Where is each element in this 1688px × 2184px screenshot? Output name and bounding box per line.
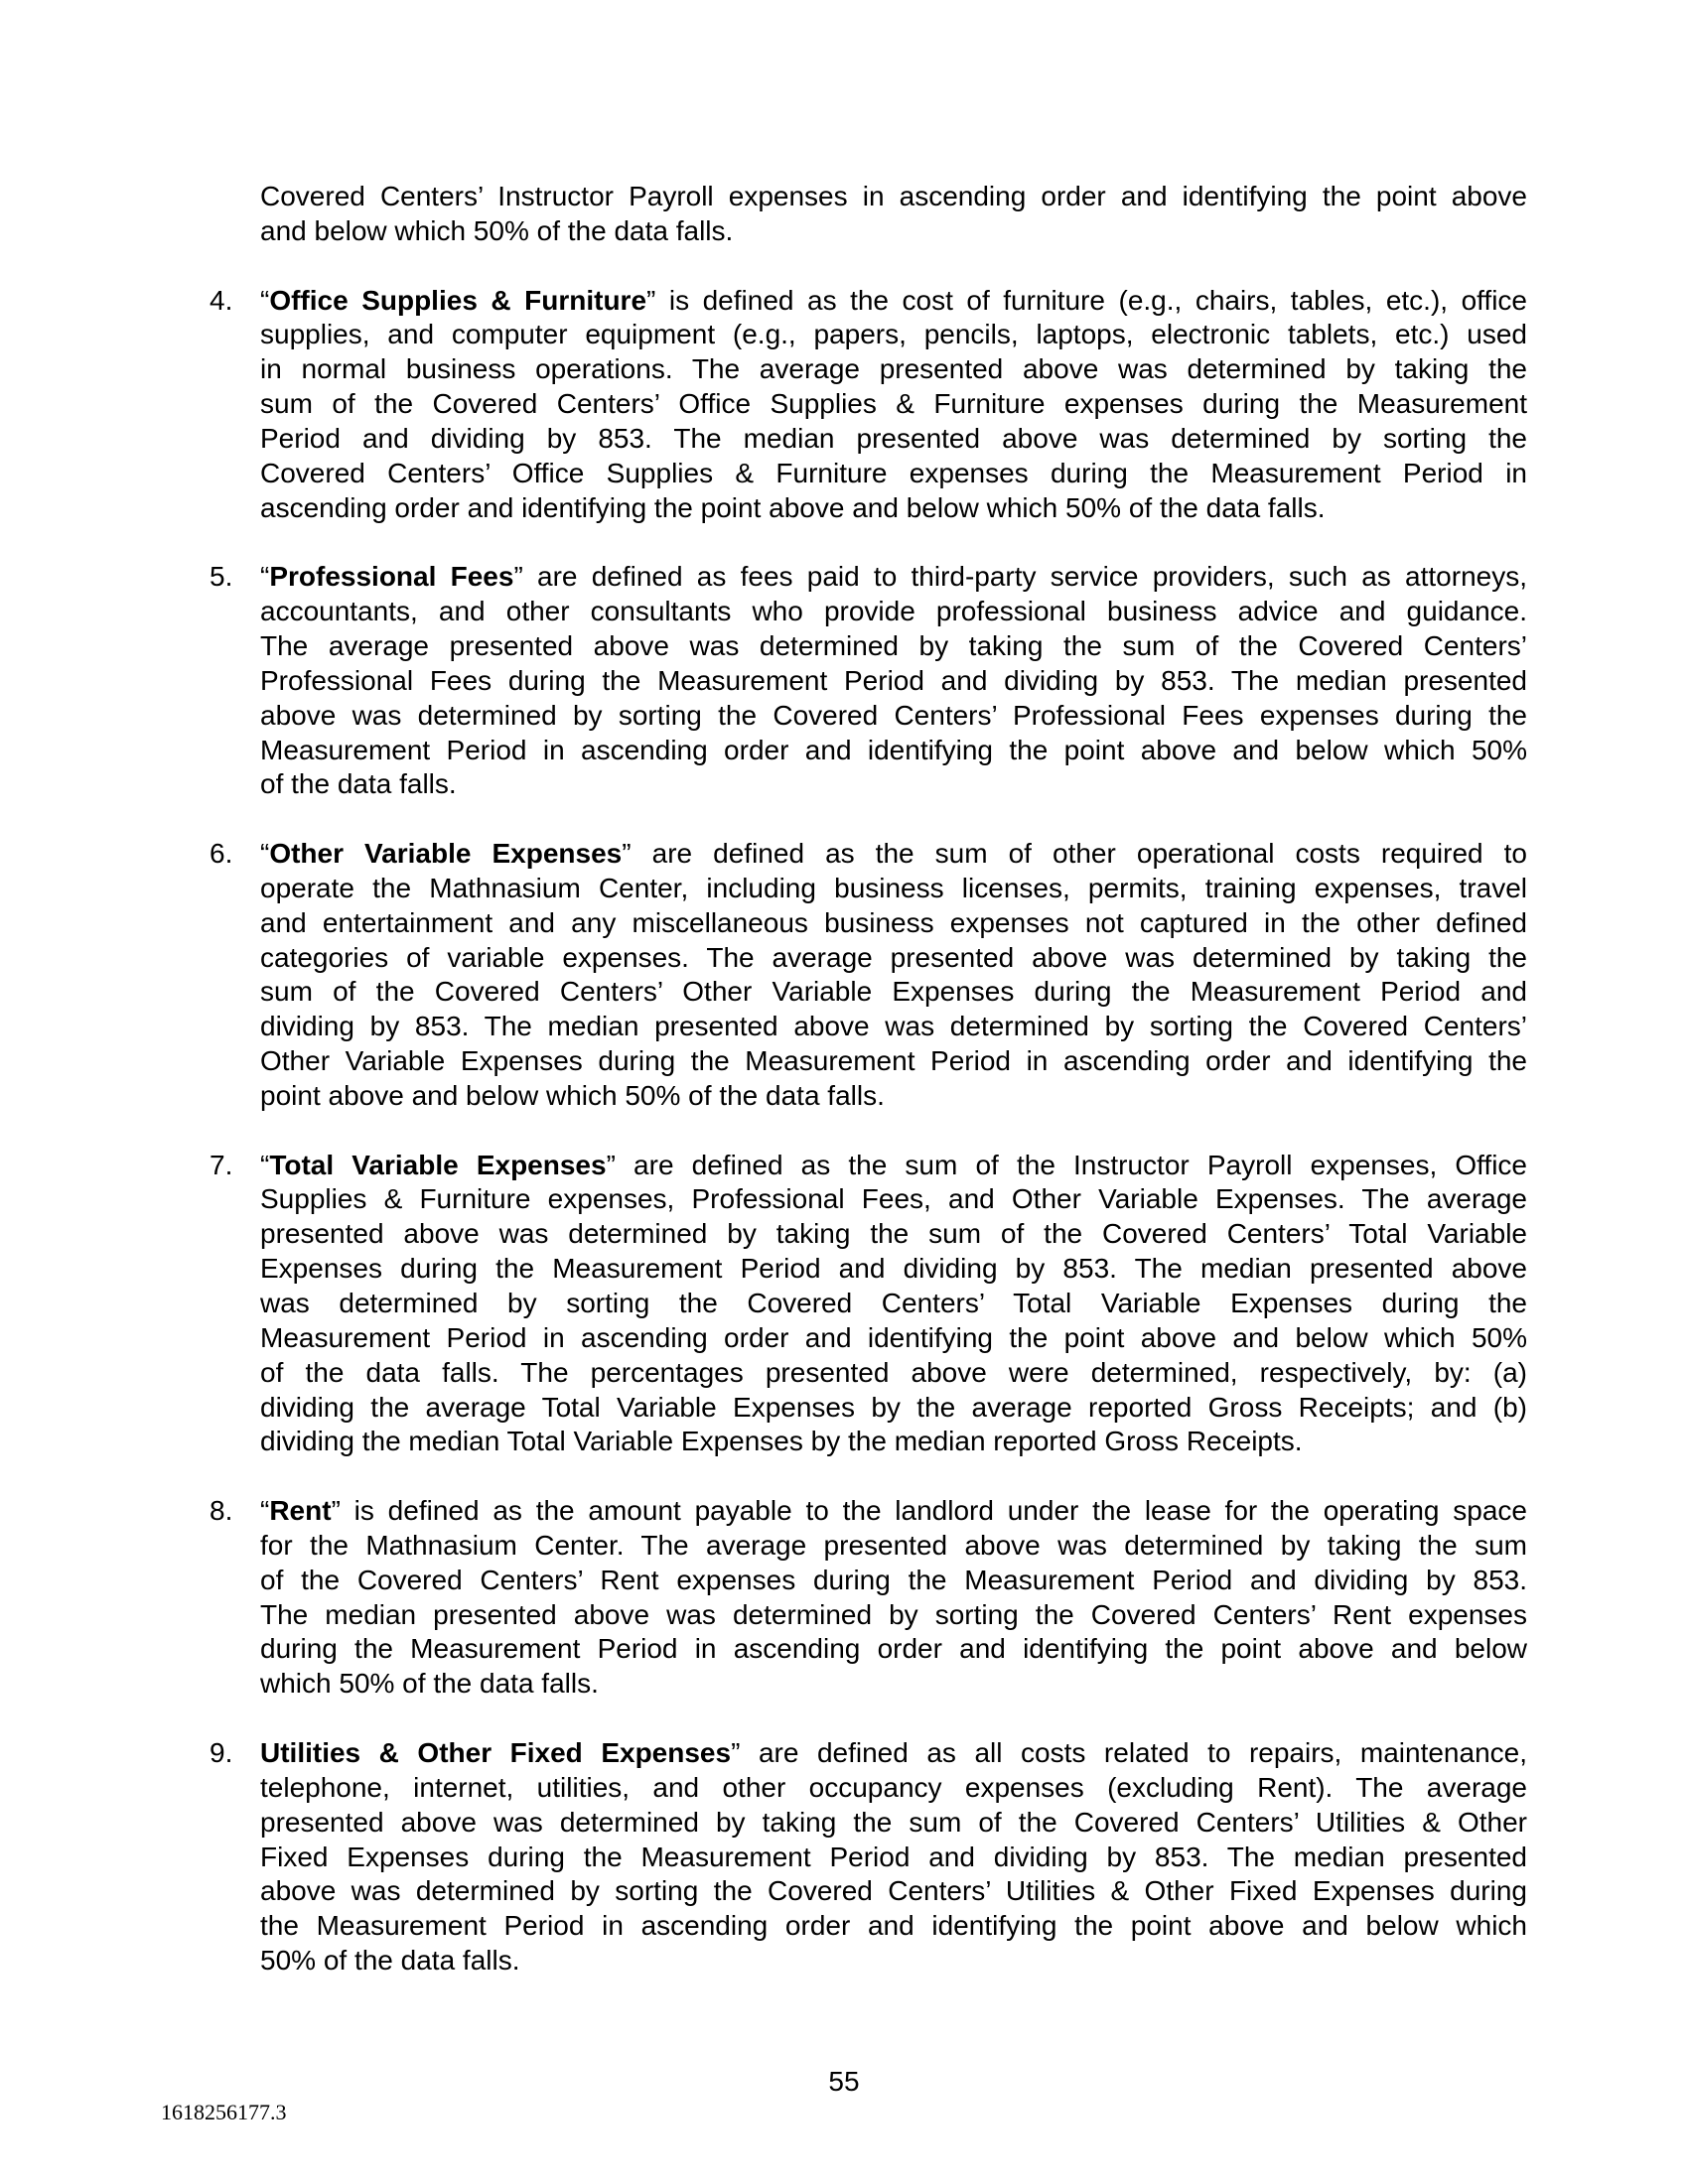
definition-item-office-supplies bbox=[210, 284, 1527, 526]
text-line: was determined by sorting the Covered Centers’ Total Variable Expenses during the bbox=[260, 1288, 1527, 1318]
item-number: 8. bbox=[210, 1495, 233, 1527]
open-quote: “ bbox=[260, 1495, 270, 1527]
text-line: Measurement Period in ascending order and identifying the point above and below which 50% bbox=[260, 1321, 1527, 1353]
text-line bbox=[260, 284, 1527, 319]
document-id: 1618256177.3 bbox=[161, 2100, 287, 2124]
text-line: Covered Centers’ Instructor Payroll expenses in ascending order and identifying the point above bbox=[260, 181, 1527, 211]
text-line: presented above was determined by taking the sum of the Covered Centers’ Total Variable bbox=[260, 1218, 1527, 1250]
open-quote: “ bbox=[260, 838, 270, 870]
text-line: point above and below which 50% of the data falls. bbox=[260, 1079, 885, 1111]
text-line: Measurement Period in ascending order and identifying the point above and below which 50% bbox=[260, 734, 1527, 765]
text-line: operate the Mathnasium Center, including business licenses, permits, training expenses, travel bbox=[260, 872, 1527, 903]
text-line: Professional Fees during the Measurement Period and dividing by 853. The median presented bbox=[260, 664, 1527, 696]
defined-term: Total Variable Expenses bbox=[269, 1149, 607, 1180]
text-line: of the Covered Centers’ Rent expenses during the Measurement Period and dividing by 853. bbox=[260, 1564, 1527, 1595]
text-line: 50% of the data falls. bbox=[260, 1945, 520, 1977]
text-line: which 50% of the data falls. bbox=[260, 1668, 599, 1700]
text-line: dividing by 853. The median presented above was determined by sorting the Covered Centers’ bbox=[260, 1011, 1527, 1042]
item-number: 5. bbox=[210, 561, 233, 593]
text-line: and below which 50% of the data falls. bbox=[260, 214, 734, 246]
open-quote: “ bbox=[260, 561, 270, 593]
text-line: of the data falls. bbox=[260, 768, 457, 800]
text-line: Period and dividing by 853. The median presented above was determined by sorting the bbox=[260, 422, 1527, 454]
text-line: the Measurement Period in ascending order and identifying the point above and below which bbox=[260, 1910, 1527, 1942]
first-line-text: ” are defined as all costs related to repairs, maintenance, bbox=[731, 1736, 1527, 1768]
text-line: presented above was determined by taking the sum of the Covered Centers’ Utilities & Other bbox=[260, 1806, 1527, 1838]
text-line: supplies, and computer equipment (e.g., papers, pencils, laptops, electronic tablets, etc.) used bbox=[260, 319, 1527, 350]
text-line: in normal business operations. The average presented above was determined by taking the bbox=[260, 353, 1527, 385]
text-line: Supplies & Furniture expenses, Professional Fees, and Other Variable Expenses. The average bbox=[260, 1183, 1527, 1215]
item-number: 7. bbox=[210, 1149, 233, 1180]
text-line: above was determined by sorting the Covered Centers’ Utilities & Other Fixed Expenses during bbox=[260, 1875, 1527, 1907]
first-line-text: ” are defined as the sum of the Instructor Payroll expenses, Office bbox=[606, 1149, 1528, 1180]
text-line: during the Measurement Period in ascending order and identifying the point above and below bbox=[260, 1633, 1527, 1665]
definition-item-other-variable-expenses bbox=[210, 837, 1527, 1114]
text-line: The average presented above was determined by taking the sum of the Covered Centers’ bbox=[260, 629, 1527, 661]
defined-term: Professional Fees bbox=[269, 561, 514, 593]
open-quote: “ bbox=[260, 284, 270, 316]
text-line: ascending order and identifying the point above and below which 50% of the data falls. bbox=[260, 491, 1326, 523]
text-line: Covered Centers’ Office Supplies & Furniture expenses during the Measurement Period in bbox=[260, 457, 1527, 488]
continuation-paragraph bbox=[210, 180, 1527, 249]
text-line bbox=[260, 1736, 1527, 1771]
item-number: 6. bbox=[210, 838, 233, 870]
text-line: dividing the median Total Variable Expenses by the median reported Gross Receipts. bbox=[260, 1426, 1303, 1457]
text-line: accountants, and other consultants who provide professional business advice and guidance. bbox=[260, 596, 1527, 627]
text-line: telephone, internet, utilities, and other occupancy expenses (excluding Rent). The average bbox=[260, 1771, 1527, 1803]
body-text bbox=[210, 180, 1527, 2013]
item-number: 4. bbox=[210, 284, 233, 316]
definition-item-professional-fees bbox=[210, 560, 1527, 802]
defined-term: Other Variable Expenses bbox=[269, 838, 623, 870]
first-line-text: ” is defined as the cost of furniture (e.g., chairs, tables, etc.), office bbox=[646, 284, 1527, 316]
defined-term: Utilities & Other Fixed Expenses bbox=[260, 1736, 732, 1768]
text-line: Other Variable Expenses during the Measurement Period in ascending order and identifying the bbox=[260, 1045, 1527, 1077]
text-line: Fixed Expenses during the Measurement Period and dividing by 853. The median presented bbox=[260, 1841, 1527, 1872]
text-line bbox=[260, 560, 1527, 595]
definition-item-total-variable-expenses bbox=[210, 1149, 1527, 1460]
defined-term: Office Supplies & Furniture bbox=[269, 284, 647, 316]
defined-term: Rent bbox=[269, 1495, 332, 1527]
definition-item-rent bbox=[210, 1494, 1527, 1702]
item-number: 9. bbox=[210, 1736, 233, 1768]
first-line-text: ” is defined as the amount payable to the landlord under the lease for the operating space bbox=[331, 1495, 1527, 1527]
text-line bbox=[260, 1494, 1527, 1529]
page-number: 55 bbox=[828, 2066, 860, 2097]
text-line: for the Mathnasium Center. The average presented above was determined by taking the sum bbox=[260, 1529, 1527, 1561]
text-line: sum of the Covered Centers’ Office Supplies & Furniture expenses during the Measurement bbox=[260, 388, 1527, 420]
first-line-text: ” are defined as fees paid to third-party service providers, such as attorneys, bbox=[513, 561, 1527, 593]
text-line: of the data falls. The percentages presented above were determined, respectively, by: (a) bbox=[260, 1356, 1527, 1388]
text-line: sum of the Covered Centers’ Other Variable Expenses during the Measurement Period and bbox=[260, 976, 1527, 1008]
first-line-text: ” are defined as the sum of other operational costs required to bbox=[622, 838, 1528, 870]
text-line: and entertainment and any miscellaneous business expenses not captured in the other defined bbox=[260, 906, 1527, 938]
text-line bbox=[260, 1149, 1527, 1183]
text-line: dividing the average Total Variable Expenses by the average reported Gross Receipts; and (b) bbox=[260, 1391, 1527, 1423]
definition-item-utilities-fixed-expenses bbox=[210, 1736, 1527, 1979]
text-line: categories of variable expenses. The average presented above was determined by taking the bbox=[260, 941, 1527, 973]
text-line: above was determined by sorting the Covered Centers’ Professional Fees expenses during the bbox=[260, 699, 1527, 731]
text-line: Expenses during the Measurement Period and dividing by 853. The median presented above bbox=[260, 1253, 1527, 1285]
text-line: The median presented above was determined by sorting the Covered Centers’ Rent expenses bbox=[260, 1598, 1527, 1630]
open-quote: “ bbox=[260, 1149, 270, 1180]
text-line bbox=[260, 837, 1527, 872]
